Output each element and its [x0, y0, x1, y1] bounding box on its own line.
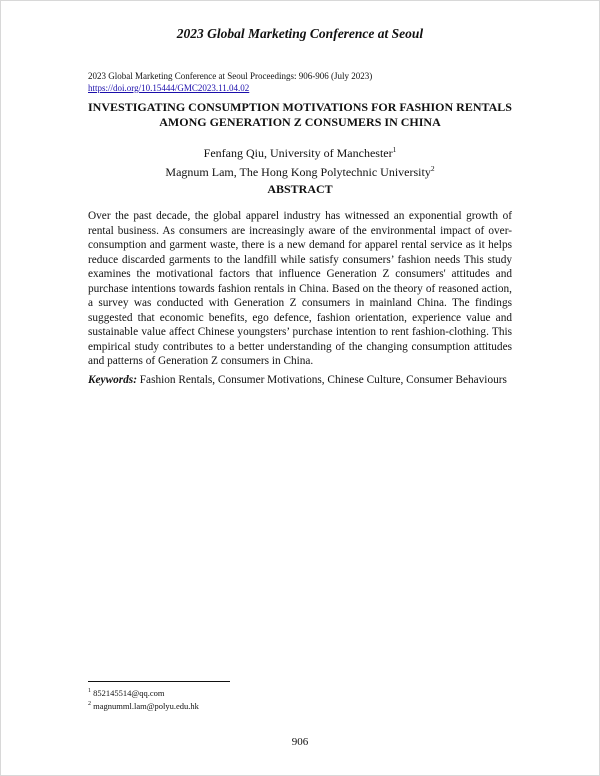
- author-2-footnote-mark: 2: [430, 164, 435, 173]
- running-head: 2023 Global Marketing Conference at Seoul: [176, 26, 424, 41]
- footnote-1-mark: 1: [88, 688, 91, 694]
- paper-title: [60, 100, 540, 130]
- title-line-1: INVESTIGATING CONSUMPTION MOTIVATIONS FOR FASHION RENTALS: [88, 100, 512, 114]
- abstract-body: Over the past decade, the global apparel industry has witnessed an exponential growth of rental business. As consumers are increasingly aware of the environmental impact of over-consumption and garment waste, there is a new demand for apparel rental service as it helps reduce discarded garments to the landfill while satisfy consumers’ fashion needs This study examines the motivational factors that influence Generation Z consumers' attitudes and purchase intentions towards fashion rentals in China. Based on the theory of reasoned action, a survey was conducted with Generation Z consumers in mainland China. The findings suggested that economic benefits, ego defence, fashion orientation, experience value and sustainable value affect Chinese youngsters’ purchase intention to rent fashion-clothing. This empirical study contributes to a better understanding of the changing consumption attitudes and patterns of Generation Z consumers in China.: [88, 210, 512, 367]
- proceedings-info: [88, 70, 372, 94]
- doi-link[interactable]: https://doi.org/10.15444/GMC2023.11.04.02: [88, 83, 250, 93]
- author-2-name: Magnum Lam, The Hong Kong Polytechnic University: [165, 165, 431, 179]
- author-list: [60, 142, 540, 180]
- footnote-1: [88, 686, 199, 699]
- keywords: [88, 373, 512, 388]
- footnote-divider: [88, 681, 230, 682]
- keywords-text: Fashion Rentals, Consumer Motivations, Chinese Culture, Consumer Behaviours: [136, 374, 507, 386]
- footnote-1-text: 852145514@qq.com: [91, 687, 165, 698]
- page-number: 906: [291, 736, 309, 748]
- author-1: [60, 142, 540, 161]
- abstract-heading: ABSTRACT: [267, 182, 333, 196]
- footnote-2-text: magnumml.lam@polyu.edu.hk: [91, 701, 199, 712]
- author-1-footnote-mark: 1: [392, 145, 397, 154]
- footnotes: [88, 686, 199, 713]
- author-1-name: Fenfang Qiu, University of Manchester: [203, 146, 393, 160]
- author-2: [60, 161, 540, 180]
- footnote-2-mark: 2: [88, 701, 91, 708]
- keywords-label: Keywords:: [88, 374, 137, 386]
- title-line-2: AMONG GENERATION Z CONSUMERS IN CHINA: [159, 115, 441, 129]
- proceedings-citation: 2023 Global Marketing Conference at Seoul Proceedings: 906-906 (July 2023): [88, 71, 373, 81]
- footnote-2: [88, 699, 199, 712]
